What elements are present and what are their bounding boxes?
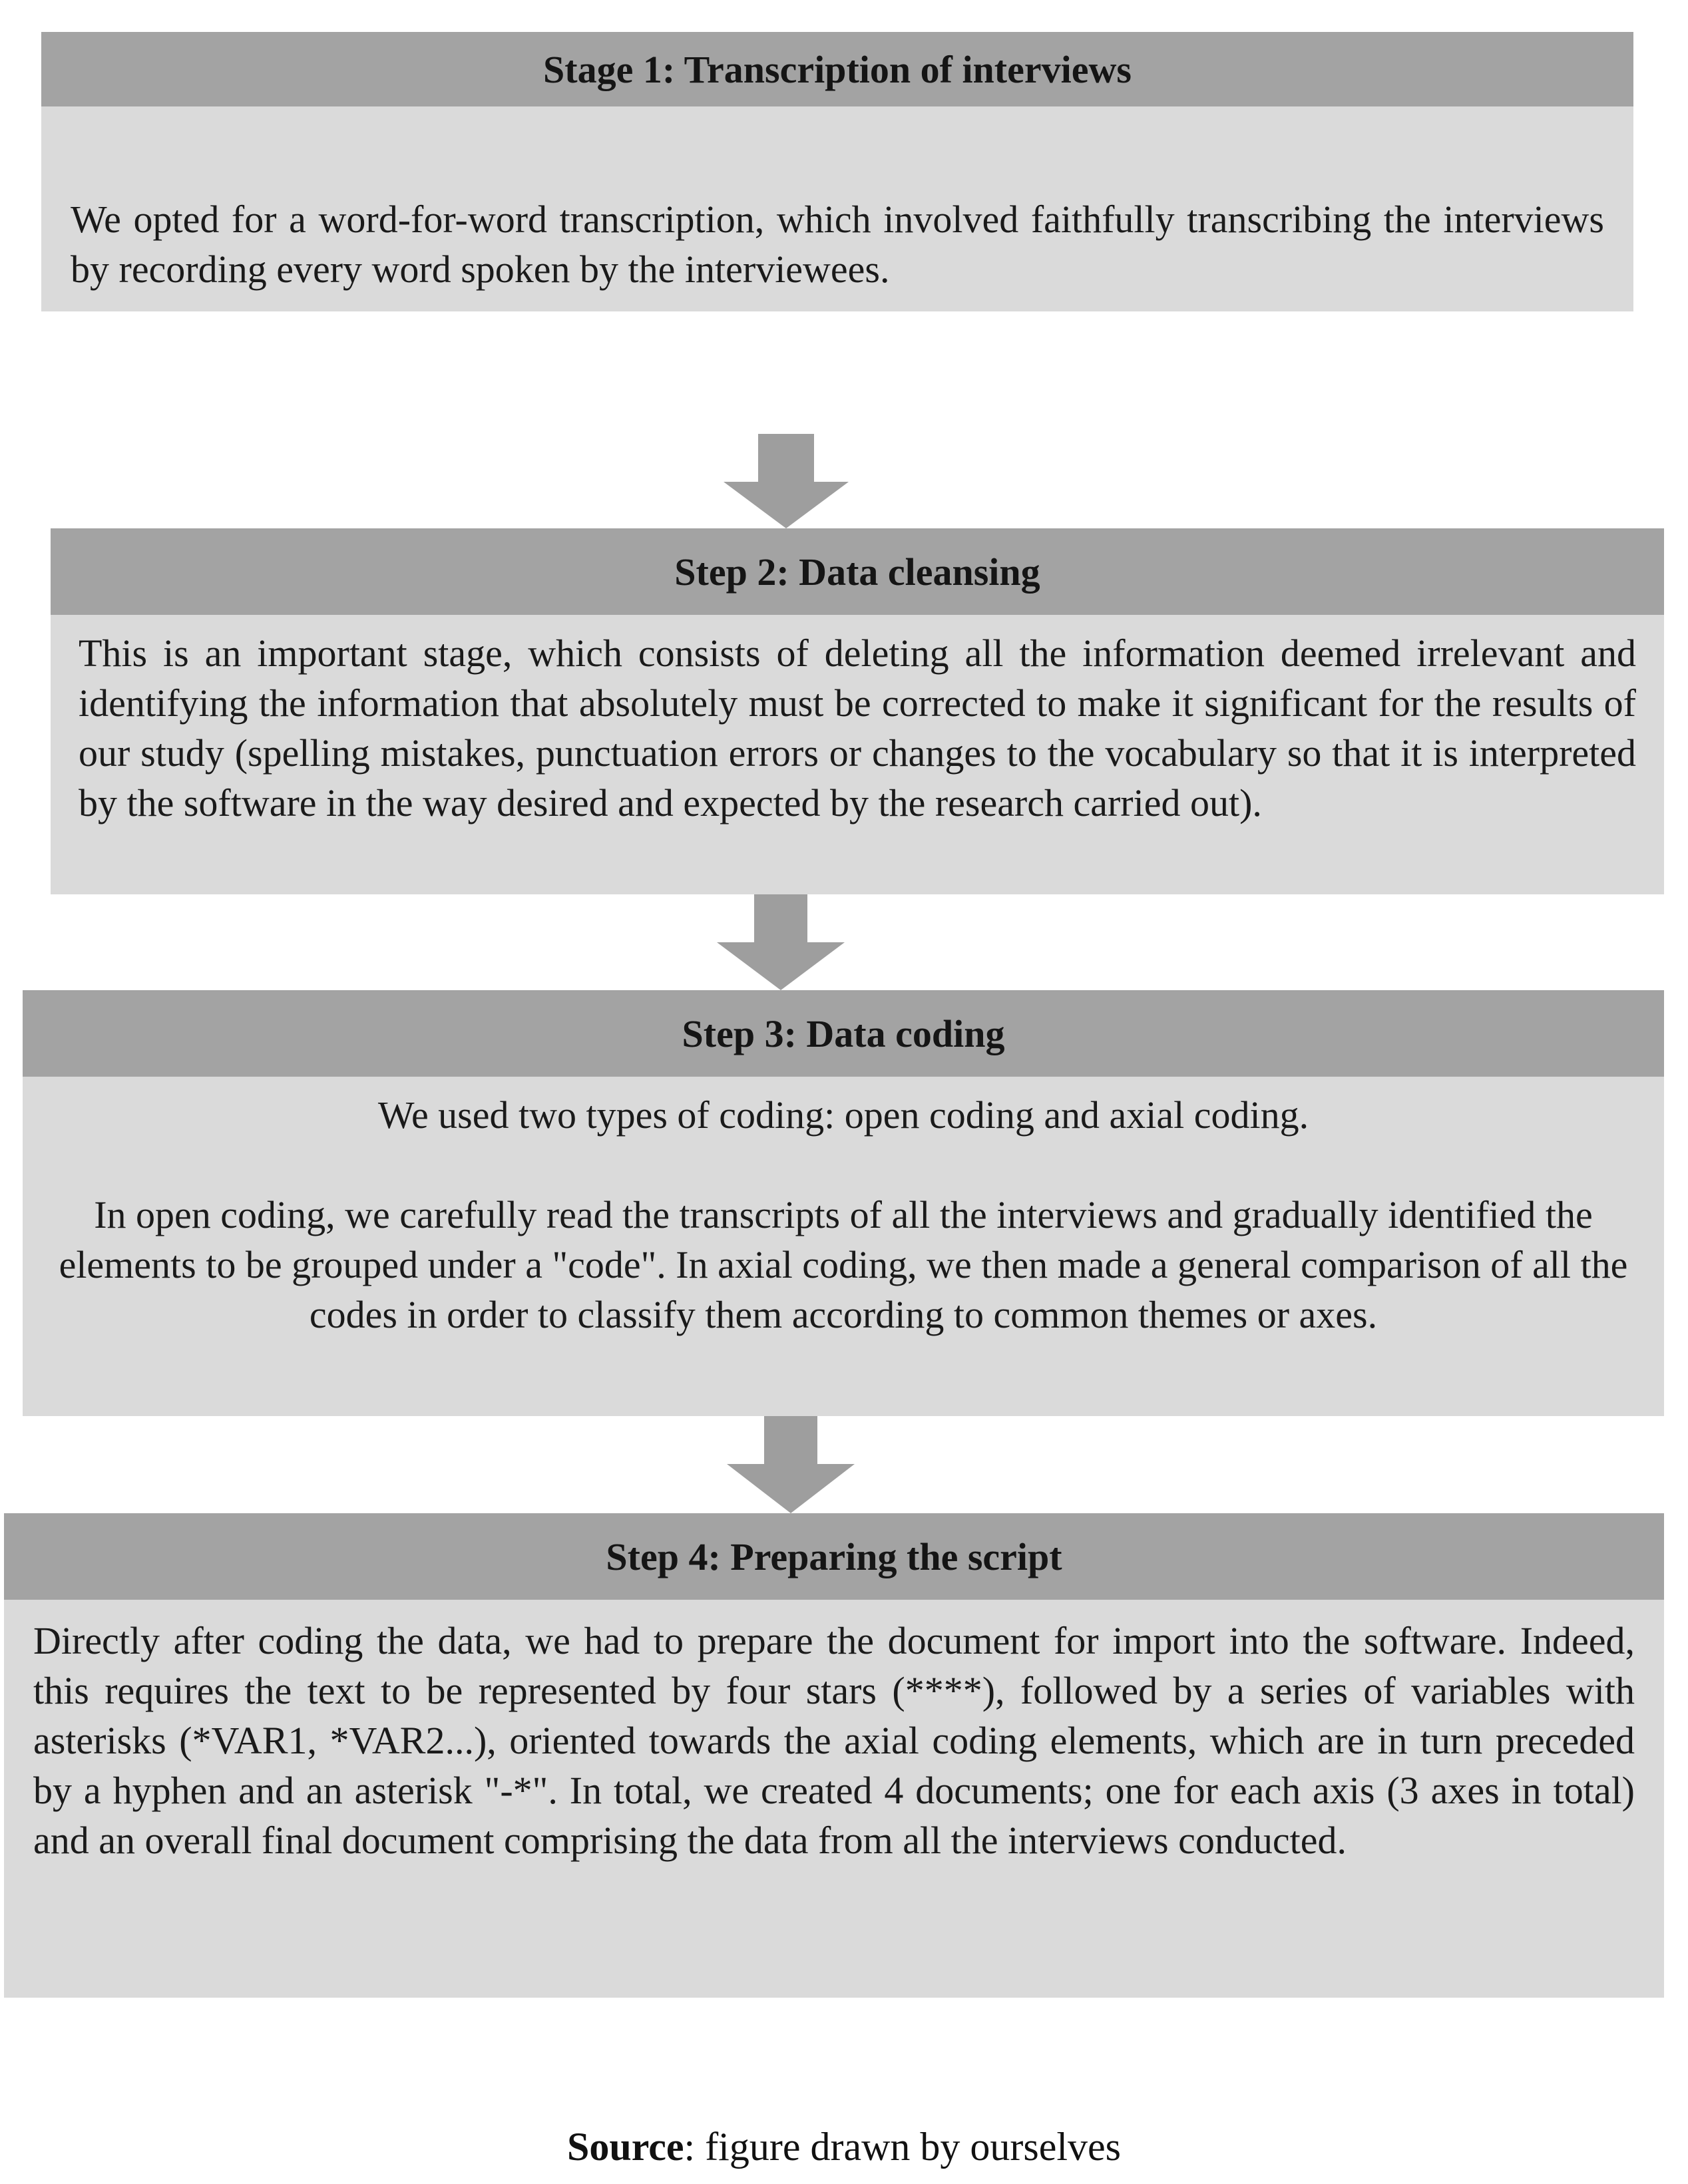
arrow-down-icon	[727, 1416, 855, 1513]
stage-2-text: This is an important stage, which consists of deleting all the information deemed irrelevant and identifying the information that absolutely must be corrected to make it significant for the results of our study (spelling mistakes, punctuation errors or changes to the vocabulary so that it is interpreted by the software in the way desired and expected by the research carried out).	[79, 632, 1636, 824]
stage-3-text-2: In open coding, we carefully read the transcripts of all the interviews and gradually identified the elements to be grouped under a "code". In axial coding, we then made a general comparison of all the codes in order to classify them according to common themes or axes.	[59, 1193, 1628, 1336]
stage-3-box	[23, 990, 1664, 1416]
source-label: Source	[566, 2125, 684, 2169]
arrow-down-icon	[724, 434, 849, 528]
stage-4-body	[4, 1616, 1664, 1998]
stage-2-body	[51, 628, 1664, 894]
stage-4-text: Directly after coding the data, we had to prepare the document for import into the software. Indeed, this requires the text to be represented by four stars (****), followed by a series of variables with asterisks (*VAR1, *VAR2...), oriented towards the axial coding elements, which are in turn preceded by a hyphen and an asterisk "-*". In total, we created 4 documents; one for each axis (3 axes in total) and an overall final document comprising the data from all the interviews conducted.	[33, 1619, 1635, 1862]
source-text: : figure drawn by ourselves	[684, 2125, 1122, 2169]
stage-3-body	[23, 1090, 1664, 1416]
stage-1-body	[41, 194, 1633, 311]
stage-4-box	[4, 1513, 1664, 1998]
source-caption	[0, 2124, 1688, 2170]
stage-1-title: Stage 1: Transcription of interviews	[41, 32, 1633, 106]
stage-1-box	[41, 32, 1633, 311]
stage-3-text-1: We used two types of coding: open coding and axial coding.	[377, 1093, 1309, 1137]
stage-2-box	[51, 528, 1664, 894]
stage-2-title: Step 2: Data cleansing	[51, 528, 1664, 615]
arrow-down-icon	[717, 894, 845, 990]
stage-4-title: Step 4: Preparing the script	[4, 1513, 1664, 1600]
stage-1-text: We opted for a word-for-word transcription, which involved faithfully transcribing the interviews by recording every word spoken by the interviewees.	[71, 198, 1604, 291]
stage-3-title: Step 3: Data coding	[23, 990, 1664, 1077]
